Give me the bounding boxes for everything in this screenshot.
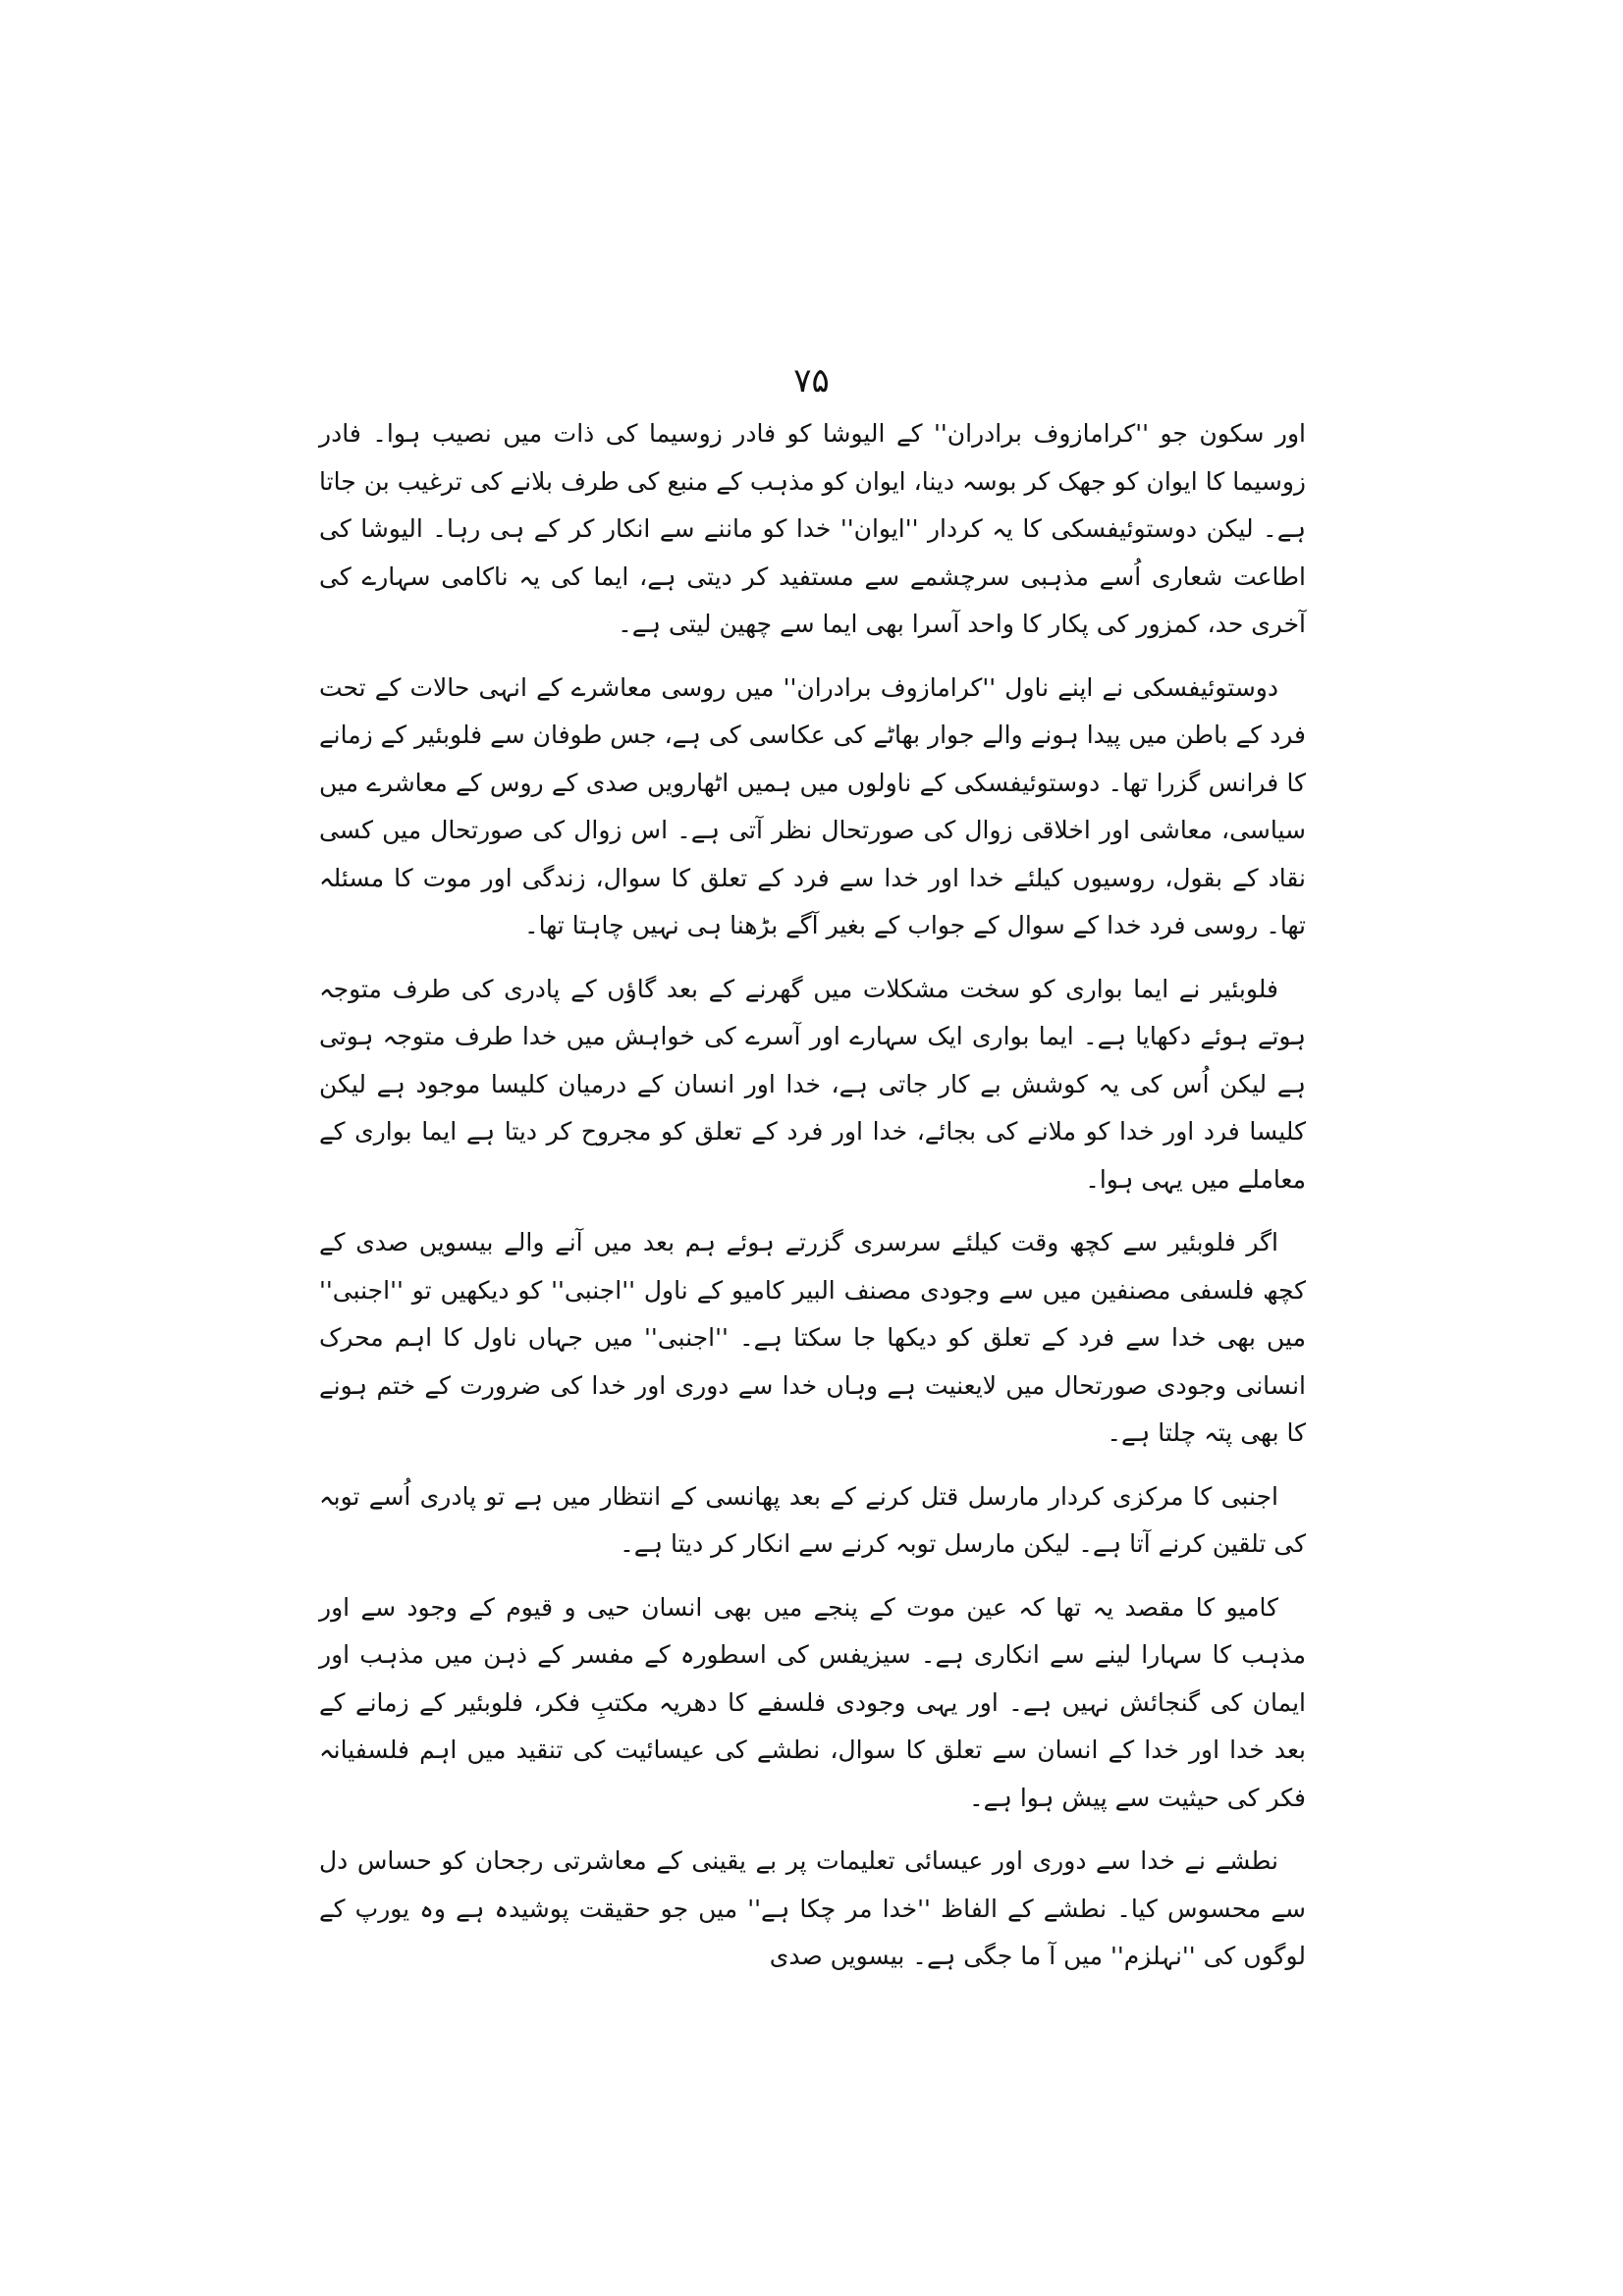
paragraph-7: نطشے نے خدا سے دوری اور عیسائی تعلیمات پر بے یقینی کے معاشرتی رجحان کو حساس دل سے محسوس کیا۔ نطشے کے الفاظ ''خدا مر چکا ہے'' میں جو حقیقت پوشیدہ ہے وہ یورپ کے لوگوں کی ''نہلزم'' میں آ ما جگی ہے۔ بیسویں صدی bbox=[319, 1846, 1306, 1970]
body-text bbox=[319, 410, 1306, 1981]
paragraph-3: فلوبئیر نے ایما بواری کو سخت مشکلات میں گھرنے کے بعد گاؤں کے پادری کی طرف متوجہ ہوتے ہوئے دکھایا ہے۔ ایما بواری ایک سہارے اور آسرے کی خواہش میں خدا طرف متوجہ ہوتی ہے لیکن اُس کی یہ کوشش بے کار جاتی ہے، خدا اور انسان کے درمیان کلیسا موجود ہے لیکن کلیسا فرد اور خدا کو ملانے کی بجائے، خدا اور فرد کے تعلق کو مجروح کر دیتا ہے ایما بواری کے معاملے میں یہی ہوا۔ bbox=[319, 974, 1306, 1194]
paragraph-1: اور سکون جو ''کرامازوف برادران'' کے الیوشا کو فادر زوسیما کی ذات میں نصیب ہوا۔ فادر زوسیما کا ایوان کو جھک کر بوسہ دینا، ایوان کو مذہب کے منبع کی طرف بلانے کی ترغیب بن جاتا ہے۔ لیکن دوستوئیفسکی کا یہ کردار ''ایوان'' خدا کو ماننے سے انکار کر کے ہی رہا۔ الیوشا کی اطاعت شعاری اُسے مذہبی سرچشمے سے مستفید کر دیتی ہے، ایما کی یہ ناکامی سہارے کی آخری حد، کمزور کی پکار کا واحد آسرا بھی ایما سے چھین لیتی ہے۔ bbox=[319, 419, 1306, 638]
paragraph-2: دوستوئیفسکی نے اپنے ناول ''کرامازوف برادران'' میں روسی معاشرے کے انہی حالات کے تحت فرد کے باطن میں پیدا ہونے والے جوار بھاٹے کی عکاسی کی ہے، جس طوفان سے فلوبئیر کے زمانے کا فرانس گزرا تھا۔ دوستوئیفسکی کے ناولوں میں ہمیں اٹھارویں صدی کے روس کے معاشرے میں سیاسی، معاشی اور اخلاقی زوال کی صورتحال نظر آتی ہے۔ اس زوال کی صورتحال میں کسی نقاد کے بقول، روسیوں کیلئے خدا اور خدا سے فرد کے تعلق کا سوال، زندگی اور موت کا مسئلہ تھا۔ روسی فرد خدا کے سوال کے جواب کے بغیر آگے بڑھنا ہی نہیں چاہتا تھا۔ bbox=[319, 672, 1306, 939]
page-number: ۷۵ bbox=[793, 361, 830, 400]
paragraph-4: اگر فلوبئیر سے کچھ وقت کیلئے سرسری گزرتے ہوئے ہم بعد میں آنے والے بیسویں صدی کے کچھ فلسفی مصنفین میں سے وجودی مصنف البیر کامیو کے ناول ''اجنبی'' کو دیکھیں تو ''اجنبی'' میں بھی خدا سے فرد کے تعلق کو دیکھا جا سکتا ہے۔ ''اجنبی'' میں جہاں ناول کا اہم محرک انسانی وجودی صورتحال میں لایعنیت ہے وہاں خدا سے دوری اور خدا کی ضرورت کے ختم ہونے کا بھی پتہ چلتا ہے۔ bbox=[319, 1228, 1306, 1447]
paragraph-5: اجنبی کا مرکزی کردار مارسل قتل کرنے کے بعد پھانسی کے انتظار میں ہے تو پادری اُسے توبہ کی تلقین کرنے آتا ہے۔ لیکن مارسل توبہ کرنے سے انکار کر دیتا ہے۔ bbox=[319, 1481, 1306, 1558]
paragraph-6: کامیو کا مقصد یہ تھا کہ عین موت کے پنجے میں بھی انسان حیی و قیوم کے وجود سے اور مذہب کا سہارا لینے سے انکاری ہے۔ سیزیفس کی اسطورہ کے مفسر کے ذہن میں مذہب اور ایمان کی گنجائش نہیں ہے۔ اور یہی وجودی فلسفے کا دھریہ مکتبِ فکر، فلوبئیر کے زمانے کے بعد خدا اور خدا کے انسان سے تعلق کا سوال، نطشے کی عیسائیت کی تنقید میں اہم فلسفیانہ فکر کی حیثیت سے پیش ہوا ہے۔ bbox=[319, 1592, 1306, 1812]
